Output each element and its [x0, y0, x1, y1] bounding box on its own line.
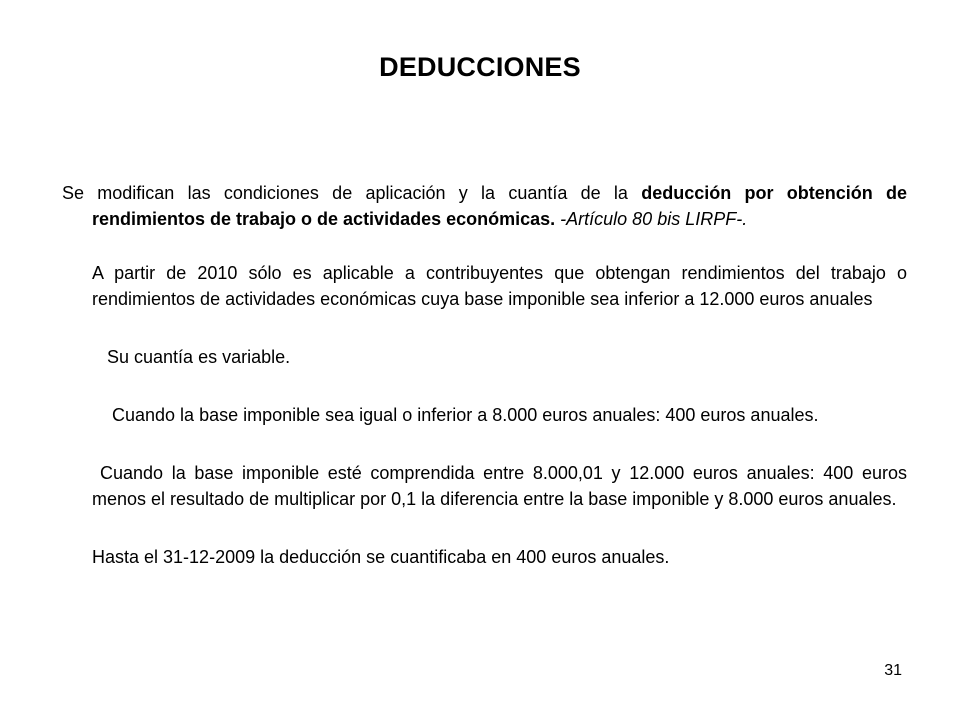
paragraph-under-8000: Cuando la base imponible sea igual o inferior a 8.000 euros anuales: 400 euros anuales. [112, 405, 819, 425]
paragraph-modification-lead: Se modifican las condiciones de aplicación y la cuantía de la [62, 183, 642, 203]
page-number: 31 [884, 662, 902, 679]
paragraph-applicability: A partir de 2010 sólo es aplicable a contribuyentes que obtengan rendimientos del trabajo o rendimientos de actividades económicas cuya base imponible sea inferior a 12.000 euros anuales [92, 263, 907, 309]
paragraph-between-8000-12000: Cuando la base imponible esté comprendida entre 8.000,01 y 12.000 euros anuales: 400 euros menos el resultado de multiplicar por 0,1 la diferencia entre la base imponible y 8.000 euros anuales. [92, 463, 907, 509]
deduction-name-bold: deducción por obtención de rendimientos de trabajo o de actividades económicas. [92, 183, 907, 229]
paragraph-until-2009: Hasta el 31-12-2009 la deducción se cuantificaba en 400 euros anuales. [92, 547, 670, 567]
slide-title: DEDUCCIONES [379, 52, 581, 82]
paragraph-modification [62, 180, 907, 232]
paragraph-variable-amount: Su cuantía es variable. [107, 347, 291, 367]
article-reference: -Artículo 80 bis LIRPF-. [560, 209, 748, 229]
slide-body [62, 180, 907, 570]
